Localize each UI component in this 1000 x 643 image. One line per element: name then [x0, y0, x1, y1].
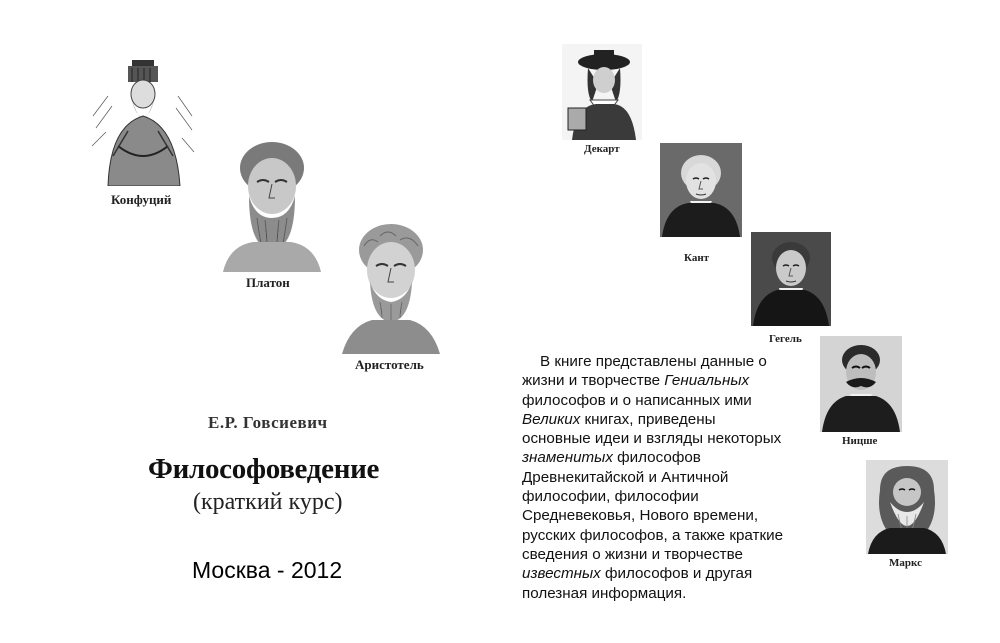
plato-bust	[219, 138, 325, 272]
confucius-engraving	[88, 56, 198, 186]
description-text: жизни и творчестве	[522, 372, 665, 390]
nietzsche-portrait	[820, 336, 902, 432]
description-line: В книге представлены данные о	[540, 353, 767, 370]
description-line	[522, 410, 818, 429]
hegel-portrait-image	[751, 232, 831, 326]
caption-nietzsche: Ницше	[842, 435, 878, 447]
description-text: книгах, приведены	[580, 410, 716, 428]
caption-descartes: Декарт	[584, 143, 620, 155]
description-text: философов	[612, 449, 701, 467]
nietzsche-portrait-image	[820, 336, 902, 432]
kant-portrait-image	[660, 143, 742, 237]
description-line: философов и о написанных ими	[522, 391, 752, 409]
description-line	[522, 371, 818, 390]
marx-portrait	[866, 460, 948, 554]
caption-aristotle: Аристотель	[355, 357, 424, 372]
book-description	[522, 352, 818, 603]
description-line	[522, 564, 818, 583]
marx-portrait-image	[866, 460, 948, 554]
kant-portrait	[660, 143, 742, 237]
description-text: философов и другая	[600, 565, 753, 583]
description-line: полезная информация.	[522, 584, 687, 602]
descartes-engraving	[562, 44, 642, 140]
confucius-portrait	[88, 56, 198, 186]
description-line: сведения о жизни и творчестве	[522, 545, 743, 563]
publication-place-year: Москва - 2012	[192, 557, 343, 583]
plato-portrait	[219, 138, 325, 272]
description-emphasis: Гениальных	[664, 372, 750, 390]
caption-kant: Кант	[684, 252, 710, 264]
book-author: Е.Р. Говсиевич	[208, 413, 328, 432]
description-emphasis: Великих	[522, 410, 581, 428]
descartes-portrait	[562, 44, 642, 140]
description-line: философии, философии	[522, 488, 699, 506]
description-line	[522, 448, 818, 467]
description-line: основные идеи и взгляды некоторых	[522, 430, 782, 448]
description-emphasis: известных	[522, 565, 601, 583]
caption-confucius: Конфуций	[111, 192, 172, 207]
book-subtitle: (краткий курс)	[193, 489, 343, 515]
aristotle-portrait	[338, 220, 444, 354]
aristotle-bust	[338, 220, 444, 354]
book-title: Философоведение	[148, 453, 380, 485]
description-line: Средневековья, Нового времени,	[522, 507, 759, 525]
description-line: русских философов, а также краткие	[522, 526, 784, 544]
caption-hegel: Гегель	[769, 333, 802, 345]
description-emphasis: знаменитых	[522, 449, 613, 467]
hegel-portrait	[751, 232, 831, 326]
caption-plato: Платон	[246, 275, 290, 290]
description-line: Древнекитайской и Античной	[522, 468, 729, 486]
caption-marx: Маркс	[889, 557, 922, 569]
